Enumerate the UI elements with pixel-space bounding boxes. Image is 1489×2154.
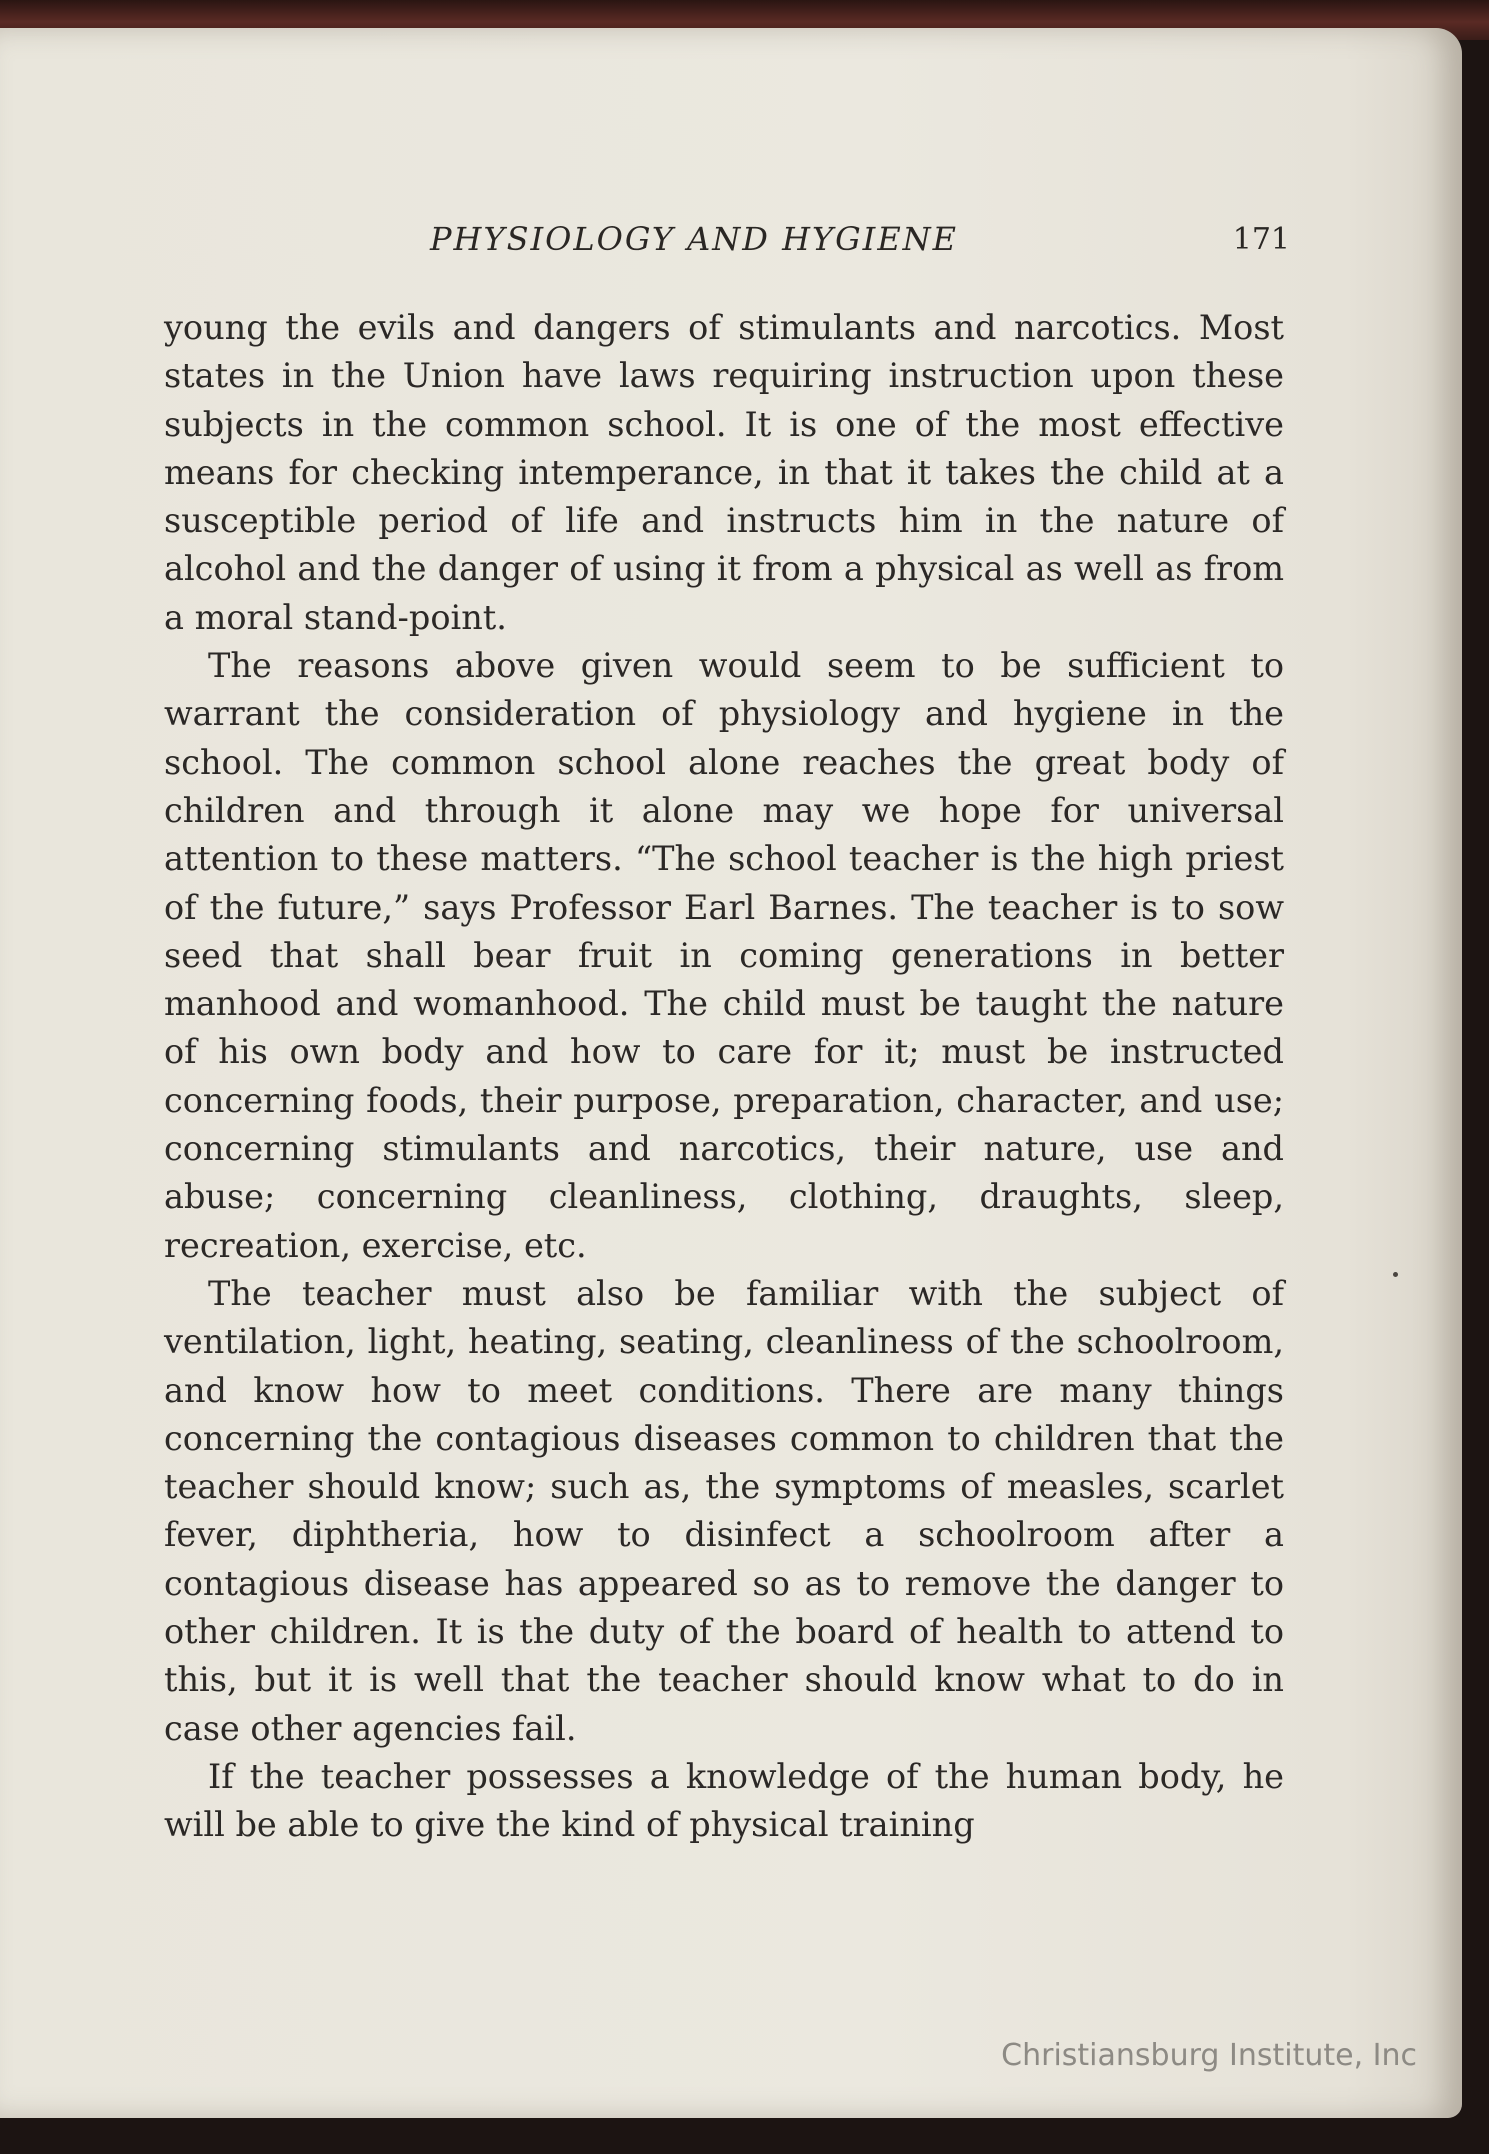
paper-fleck xyxy=(1393,1272,1398,1277)
paragraph-2: The reasons above given would seem to be sufficient to warrant the consideration of physiology and hygiene in the school. The common school alone reaches the great body of children and through it alone may we hope for universal attention to these matters. “The school teacher is the high priest of the future,” says Professor Earl Barnes. The teacher is to sow seed that shall bear fruit in coming generations in better manhood and womanhood. The child must be taught the nature of his own body and how to care for it; must be instructed concerning foods, their purpose, preparation, character, and use; concerning stimulants and narcotics, their nature, use and abuse; concerning cleanliness, clothing, draughts, sleep, recreation, exercise, etc. xyxy=(164,646,1284,1265)
body-text xyxy=(164,304,1284,1850)
page-header xyxy=(430,220,1290,270)
book-page xyxy=(0,28,1462,2118)
paragraph-4: If the teacher possesses a knowledge of the human body, he will be able to give the kind of physical training xyxy=(164,1756,1284,1845)
watermark-text: Christiansburg Institute, Inc xyxy=(1001,2038,1417,2073)
paragraph-1: young the evils and dangers of stimulants and narcotics. Most states in the Union have laws requiring instruction upon these subjects in the common school. It is one of the most effective means for checking intemperance, in that it takes the child at a susceptible period of life and instructs him in the nature of alcohol and the danger of using it from a physical as well as from a moral stand-point. xyxy=(164,308,1284,637)
page-number: 171 xyxy=(1232,222,1290,257)
paragraph-3: The teacher must also be familiar with the subject of ventilation, light, heating, seating, cleanliness of the schoolroom, and know how to meet conditions. There are many things concerning the contagious diseases common to children that the teacher should know; such as, the symptoms of measles, scarlet fever, diphtheria, how to disinfect a schoolroom after a contagious disease has appeared so as to remove the danger to other children. It is the duty of the board of health to attend to this, but it is well that the teacher should know what to do in case other agencies fail. xyxy=(164,1273,1284,1748)
running-head: PHYSIOLOGY AND HYGIENE xyxy=(430,220,959,258)
